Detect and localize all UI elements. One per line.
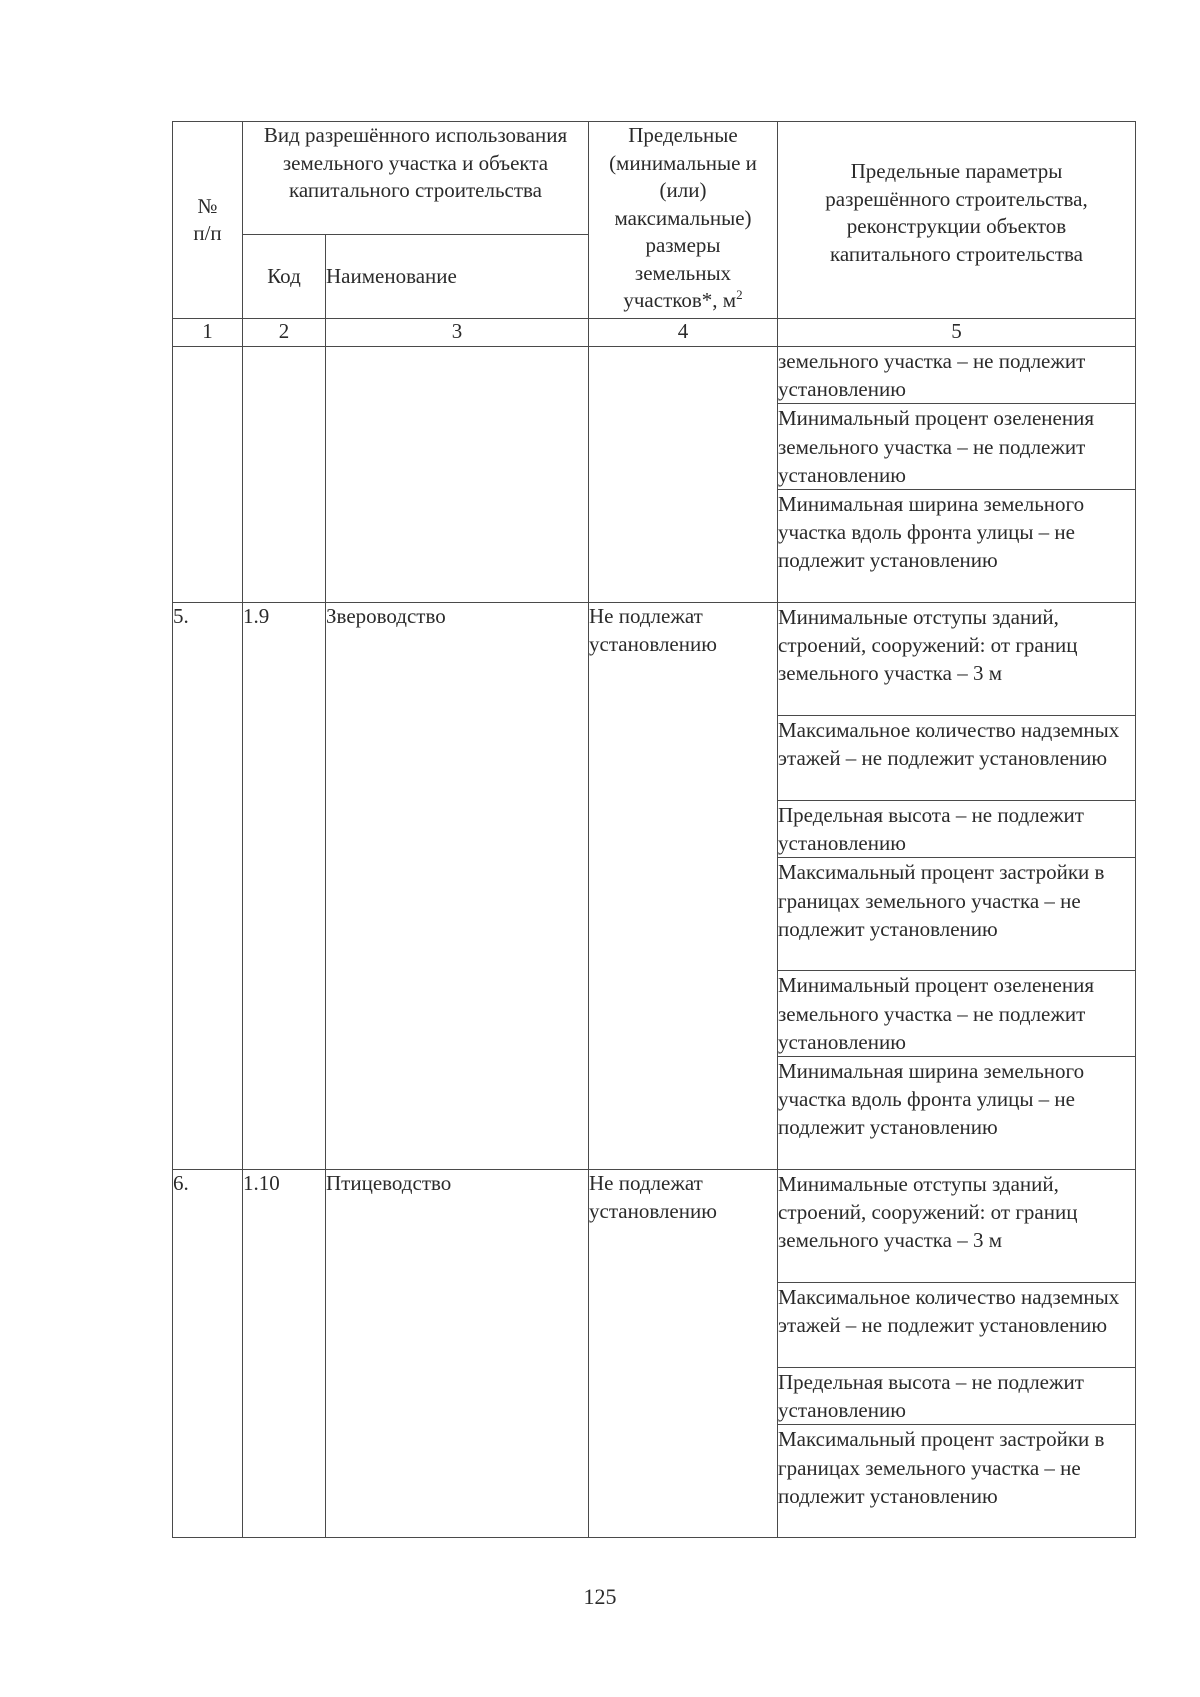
column-number: 5 xyxy=(778,319,1136,347)
row-size xyxy=(589,347,778,603)
header-number: № п/п xyxy=(173,122,243,319)
parameter-item: Максимальное количество надземных этажей – не подлежит установлению xyxy=(778,1283,1136,1368)
header-use-type: Вид разрешённого использования земельного участка и объекта капитального строительства xyxy=(243,122,589,235)
row-name: Звероводство xyxy=(326,603,589,1170)
column-number: 2 xyxy=(243,319,326,347)
header-parameters: Предельные параметры разрешённого строительства, реконструкции объектов капитального строительства xyxy=(778,122,1136,319)
parameter-item: Минимальная ширина земельного участка вдоль фронта улицы – не подлежит установлению xyxy=(778,490,1136,603)
column-number: 4 xyxy=(589,319,778,347)
column-number: 3 xyxy=(326,319,589,347)
page-number: 125 xyxy=(583,1584,617,1609)
parameter-item: Максимальный процент застройки в границах земельного участка – не подлежит установлению xyxy=(778,1425,1136,1538)
column-numbers-row xyxy=(173,319,1136,347)
parameter-item: Предельная высота – не подлежит установлению xyxy=(778,801,1136,858)
column-number: 1 xyxy=(173,319,243,347)
parameter-item: Максимальный процент застройки в границах земельного участка – не подлежит установлению xyxy=(778,858,1136,971)
row-code: 1.10 xyxy=(243,1170,326,1538)
row-size: Не подлежат установлению xyxy=(589,603,778,1170)
parameter-item: Минимальный процент озеленения земельного участка – не подлежит установлению xyxy=(778,404,1136,490)
header-plot-size: Предельные (минимальные и (или) максимальные) размеры земельных участков*, $м^2$ xyxy=(589,122,778,319)
row-number: 5. xyxy=(173,603,243,1170)
parameter-item: Минимальные отступы зданий, строений, сооружений: от границ земельного участка – 3 м xyxy=(778,603,1136,716)
row-number: 6. xyxy=(173,1170,243,1538)
row-name: Птицеводство xyxy=(326,1170,589,1538)
parameter-item: земельного участка – не подлежит установлению xyxy=(778,347,1136,404)
header-name: Наименование xyxy=(326,235,589,319)
header-code: Код xyxy=(243,235,326,319)
row-code xyxy=(243,347,326,603)
parameter-item: Максимальное количество надземных этажей – не подлежит установлению xyxy=(778,716,1136,801)
parameter-item: Минимальная ширина земельного участка вдоль фронта улицы – не подлежит установлению xyxy=(778,1057,1136,1170)
row-code: 1.9 xyxy=(243,603,326,1170)
parameter-item: Минимальные отступы зданий, строений, сооружений: от границ земельного участка – 3 м xyxy=(778,1170,1136,1283)
parameter-item: Предельная высота – не подлежит установлению xyxy=(778,1368,1136,1425)
table-row xyxy=(173,347,1136,404)
row-number xyxy=(173,347,243,603)
table-row xyxy=(173,1170,1136,1283)
row-name xyxy=(326,347,589,603)
row-size: Не подлежат установлению xyxy=(589,1170,778,1538)
parameter-item: Минимальный процент озеленения земельного участка – не подлежит установлению xyxy=(778,971,1136,1057)
regulations-table xyxy=(172,121,1136,1538)
table-row xyxy=(173,603,1136,716)
